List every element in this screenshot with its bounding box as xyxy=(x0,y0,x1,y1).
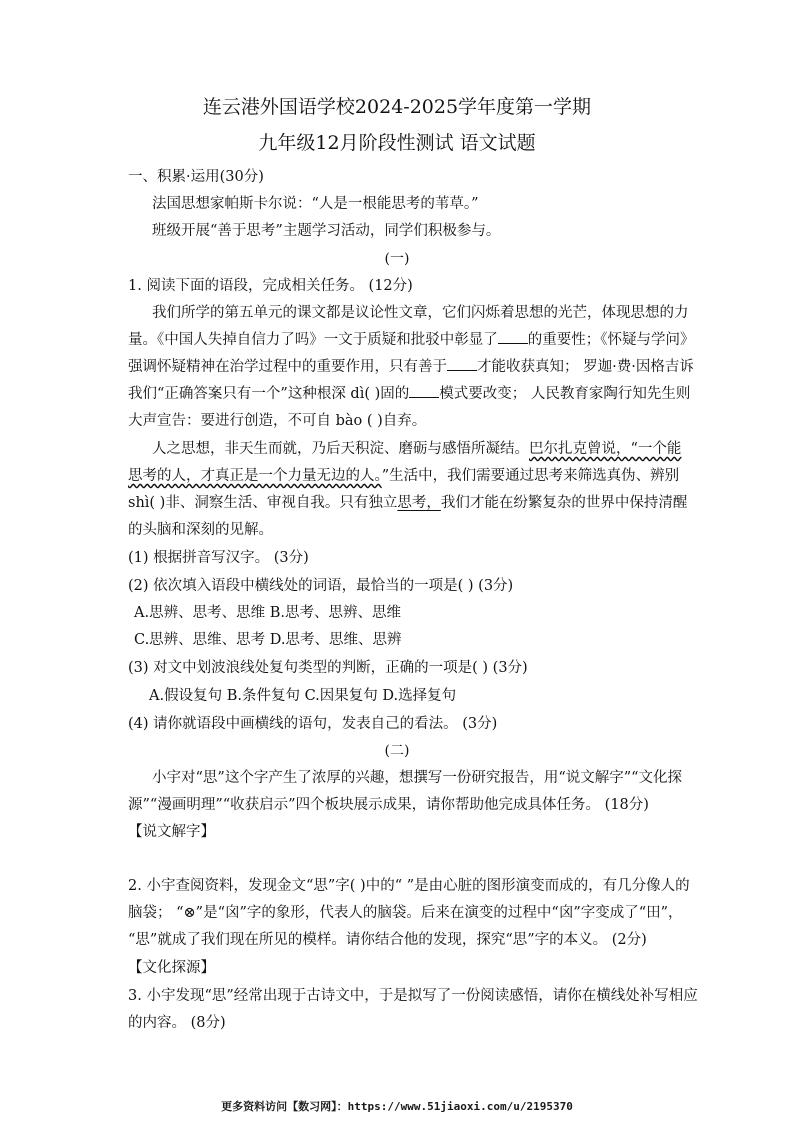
sub-question-1: (1) 根据拼音写汉字。 (3分) xyxy=(128,550,309,566)
passage-text: 才能收获真知； 罗迦·费·因格吉诉 xyxy=(477,359,694,375)
passage-line xyxy=(128,493,687,513)
sub-question-2-options-ab: A.思辨、思考、思维 B.思考、思辨、思维 xyxy=(134,605,401,621)
passage-text: ”生活中，我们需要通过思考来筛选真伪、辨别 xyxy=(381,468,680,484)
fill-blank-1[interactable] xyxy=(498,331,528,344)
passage-text: 我们“正确答案只有一个”这种根深 dì( )固的 xyxy=(128,386,410,402)
fill-blank-3[interactable] xyxy=(409,385,439,398)
question-2-line: 脑袋； “⊗”是“囟”字的象形，代表人的脑袋。后来在演变的过程中“囟”字变成了“田”， xyxy=(128,905,683,921)
intro-activity: 班级开展“善于思考”主题学习活动，同学们积极参与。 xyxy=(152,223,501,239)
sub-question-3-options: A.假设复句 B.条件复句 C.因果复句 D.选择复句 xyxy=(149,688,457,704)
exam-title-line2: 九年级12月阶段性测试 语文试题 xyxy=(258,132,536,154)
sub-question-2: (2) 依次填入语段中横线处的词语，最恰当的一项是( ) (3分) xyxy=(128,578,514,594)
section-tag-shuowen: 【说文解字】 xyxy=(128,824,215,840)
passage-text: 模式要改变； 人民教育家陶行知先生则 xyxy=(439,386,691,402)
question-2-line: 2. 小宇查阅资料，发现金文“思”字( )中的“ ”是由心脏的图形演变而成的，有几分像人的 xyxy=(128,878,690,894)
question-2-line: “思”就成了我们现在所见的模样。请你结合他的发现，探究“思”字的本义。 (2分) xyxy=(128,932,647,948)
passage-line xyxy=(128,330,695,350)
passage-text: 量。《中国人失掉自信力了吗》一文于质疑和批驳中彰显了 xyxy=(128,332,498,348)
wavy-underlined-sentence: 巴尔扎克曾说，“一个能 xyxy=(529,441,682,457)
intro-quote: 法国思想家帕斯卡尔说：“人是一根能思考的苇草。” xyxy=(152,196,479,212)
passage-text: 的重要性；《怀疑与学问》 xyxy=(527,332,695,348)
passage-text: 强调怀疑精神在治学过程中的重要作用，只有善于 xyxy=(128,359,447,375)
passage-line xyxy=(128,466,679,486)
part-two-intro: 小宇对“思”这个字产生了浓厚的兴趣，想撰写一份研究报告，用“说文解字”“文化探 xyxy=(152,770,683,786)
part-two-label: (二) xyxy=(384,743,410,759)
section-heading: 一、积累·运用(30分) xyxy=(128,169,264,185)
section-tag-culture: 【文化探源】 xyxy=(128,960,215,976)
sub-question-4: (4) 请你就语段中画横线的语句，发表自己的看法。 (3分) xyxy=(128,716,498,732)
passage-text: 人之思想，非天生而就，乃后天积淀、磨砺与感悟所凝结。 xyxy=(152,441,529,457)
sub-question-2-options-cd: C.思辨、思维、思考 D.思考、思维、思辨 xyxy=(134,632,402,648)
passage-text: shì( )非、洞察生活、审视自我。只有独立 xyxy=(128,495,398,511)
underlined-phrase: 思考， xyxy=(397,495,441,511)
passage-text: 我们才能在纷繁复杂的世界中保持清醒 xyxy=(440,495,688,511)
question-3-line: 的内容。 (8分) xyxy=(128,1015,226,1031)
footer-resource-link[interactable]: 更多资料访问【数习网】：https://www.51jiaoxi.com/u/2195370 xyxy=(221,1100,573,1113)
sub-question-3: (3) 对文中划波浪线处复句类型的判断，正确的一项是( ) (3分) xyxy=(128,660,528,676)
passage-line: 的头脑和深刻的见解。 xyxy=(128,522,273,538)
passage-line xyxy=(152,439,681,459)
question-1-stem: 1. 阅读下面的语段，完成相关任务。 (12分) xyxy=(128,278,413,294)
passage-line xyxy=(128,384,690,404)
passage-line xyxy=(128,357,694,377)
fill-blank-2[interactable] xyxy=(447,358,477,371)
question-3-line: 3. 小宇发现“思”经常出现于古诗文中，于是拟写了一份阅读感悟，请你在横线处补写相应 xyxy=(128,988,698,1004)
passage-line: 我们所学的第五单元的课文都是议论性文章，它们闪烁着思想的光芒，体现思想的力 xyxy=(152,305,689,321)
exam-title-line1: 连云港外国语学校2024-2025学年度第一学期 xyxy=(202,96,592,118)
part-one-label: (一) xyxy=(384,251,410,267)
passage-line: 大声宣告：要进行创造，不可自 bào ( )自弃。 xyxy=(128,413,427,429)
wavy-underlined-sentence: 思考的人，才真正是一个力量无边的人。 xyxy=(128,468,382,484)
part-two-intro: 源”“漫画明理”“收获启示”四个板块展示成果，请你帮助他完成具体任务。 (18分) xyxy=(128,797,649,813)
